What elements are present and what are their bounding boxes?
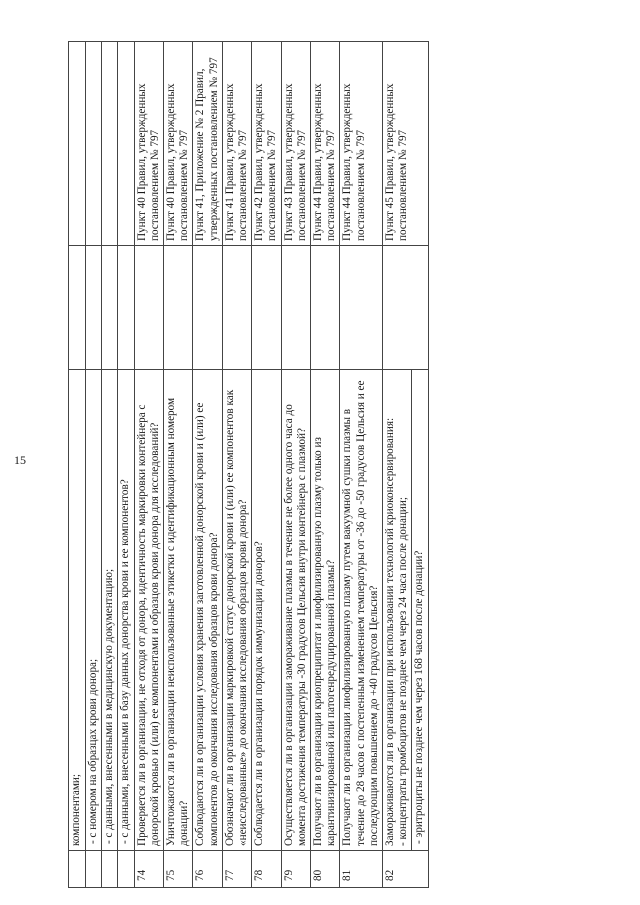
- row-answer: [311, 246, 340, 370]
- table-row: [252, 42, 281, 888]
- row-reference: Пункт 45 Правил, утвержденных постановлением № 797: [383, 42, 429, 246]
- row-answer: [193, 246, 222, 370]
- row-question: Получают ли в организации лиофилизированную плазму путем вакуумной сушки плазмы в течение до 28 часов с постепенным изменением температуры от -36 до -50 градусов Цельсия и ее последующим повышением до +40 градусов Цельсия?: [340, 370, 383, 851]
- row-reference: Пункт 44 Правил, утвержденных постановлением № 797: [311, 42, 340, 246]
- table-row: [383, 42, 412, 888]
- row-answer: [281, 246, 310, 370]
- row-question: Осуществляется ли в организации замораживание плазмы в течение не более одного часа до момента достижения температуры -30 градусов Цельсия внутри контейнера с плазмой?: [281, 370, 310, 851]
- row-number: 78: [252, 851, 281, 888]
- row-number: 80: [311, 851, 340, 888]
- rotated-table-container: [68, 57, 613, 888]
- table-row: [164, 42, 193, 888]
- row-number: 77: [222, 851, 251, 888]
- row-answer: [134, 246, 163, 370]
- row-reference: Пункт 41 Правил, утвержденных постановлением № 797: [222, 42, 251, 246]
- continuation-lead: компонентами;: [69, 370, 86, 851]
- continuation-row: [69, 42, 86, 888]
- row-answer: [383, 246, 429, 370]
- row-number: 81: [340, 851, 383, 888]
- row-question: Получают ли в организации криопреципитат и лиофилизированную плазму только из карантинизированной или патогенредуцированной плазмы?: [311, 370, 340, 851]
- row-answer: [222, 246, 251, 370]
- table-row: [222, 42, 251, 888]
- row-reference: Пункт 42 Правил, утвержденных постановлением № 797: [252, 42, 281, 246]
- row-number: 82: [383, 851, 429, 888]
- row-number: 75: [164, 851, 193, 888]
- checklist-table: [68, 41, 429, 888]
- table-row: [281, 42, 310, 888]
- row-question: Проверяется ли в организации, не отходя от донора, идентичность маркировки контейнера с донорской кровью и (или) ее компонентами и образцов крови донора для исследований?: [134, 370, 163, 851]
- row-answer: [164, 246, 193, 370]
- row-question: Обозначают ли в организации маркировкой статус донорской крови и (или) ее компонентов как «неисследованные» до окончания исследования образцов крови донора?: [222, 370, 251, 851]
- table-row: [193, 42, 222, 888]
- page-number: 15: [14, 453, 26, 467]
- row-reference: Пункт 40 Правил, утвержденных постановлением № 797: [134, 42, 163, 246]
- row-reference: Пункт 43 Правил, утвержденных постановлением № 797: [281, 42, 310, 246]
- row-number: 79: [281, 851, 310, 888]
- continuation-item: - с данными, внесенными в базу данных донорства крови и ее компонентов?: [118, 42, 134, 888]
- row-answer: [340, 246, 383, 370]
- row-answer: [252, 246, 281, 370]
- table-row: [340, 42, 383, 888]
- row-reference: Пункт 44 Правил, утвержденных постановлением № 797: [340, 42, 383, 246]
- row-number: 76: [193, 851, 222, 888]
- row-question: Соблюдается ли в организации порядок иммунизации доноров?: [252, 370, 281, 851]
- row-question: Уничтожаются ли в организации неиспользованные этикетки с идентификационным номером донации?: [164, 370, 193, 851]
- row-sub-item: - эритроциты не позднее чем через 168 часов после донации?: [412, 370, 428, 851]
- row-question: Замораживаются ли в организации при использовании технологий криоконсервирования: - концентраты тромбоцитов не позднее чем через 24 часа после донации;: [383, 370, 412, 851]
- row-question: Соблюдаются ли в организации условия хранения заготовленной донорской крови и (или) ее компонентов до окончания исследования образцов крови донора?: [193, 370, 222, 851]
- continuation-item: - с номером на образцах крови донора;: [86, 42, 102, 888]
- row-reference: Пункт 40 Правил, утвержденных постановлением № 797: [164, 42, 193, 246]
- row-reference: Пункт 41, Приложение № 2 Правил, утвержденных постановлением № 797: [193, 42, 222, 246]
- table-row: [134, 42, 163, 888]
- row-number: 74: [134, 851, 163, 888]
- row-sub-item: - концентраты тромбоцитов не позднее чем через 24 часа после донации;: [397, 496, 410, 846]
- continuation-item: - с данными, внесенными в медицинскую документацию;: [102, 42, 118, 888]
- table-row: [311, 42, 340, 888]
